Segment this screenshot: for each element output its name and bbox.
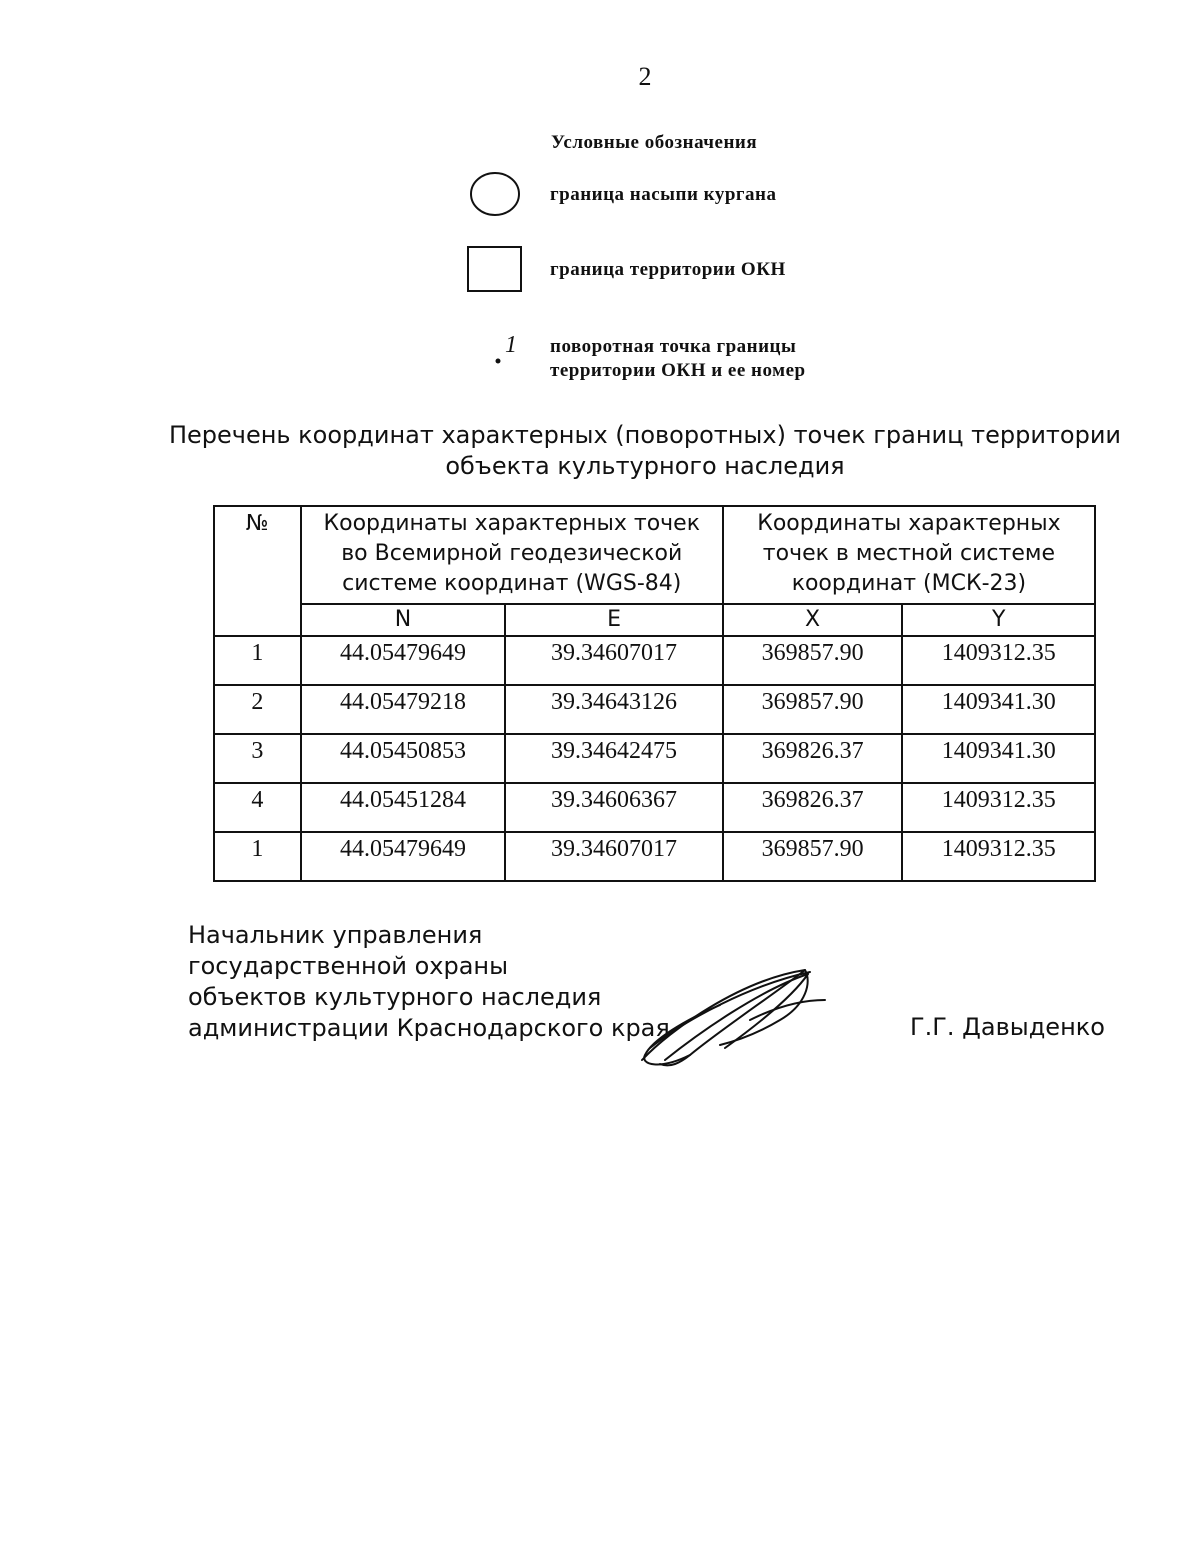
point-number: 1 [214,636,301,685]
header-wgs84 [301,506,723,604]
coordinates-list-title [150,420,1140,482]
header-msk23 [723,506,1095,604]
legend-label-territory: граница территории ОКН [550,259,786,280]
header-number: № [214,506,301,636]
table-row [214,636,1095,685]
coord-e: 39.34607017 [505,832,723,881]
header-line: системе координат (WGS-84) [342,571,682,596]
handwritten-signature [630,960,830,1075]
coord-x: 369857.90 [723,685,903,734]
coord-y: 1409312.35 [902,636,1095,685]
coord-y: 1409341.30 [902,734,1095,783]
position-line: Начальник управления [188,921,483,949]
coord-y: 1409312.35 [902,832,1095,881]
title-line: объекта культурного наследия [445,452,845,480]
header-e: E [505,604,723,636]
point-number: 4 [214,783,301,832]
coord-n: 44.05479649 [301,832,506,881]
signer-name: Г.Г. Давыденко [910,1013,1105,1041]
legend-item-mound [455,170,975,230]
signatory-position [188,920,670,1044]
coord-x: 369857.90 [723,832,903,881]
header-n: N [301,604,506,636]
coordinates-table [213,505,1096,882]
point-number: 2 [214,685,301,734]
legend-item-turning-point [455,330,975,390]
coord-n: 44.05451284 [301,783,506,832]
position-line: объектов культурного наследия [188,983,602,1011]
coord-n: 44.05450853 [301,734,506,783]
position-line: администрации Краснодарского края [188,1014,670,1042]
header-x: X [723,604,903,636]
coord-x: 369857.90 [723,636,903,685]
header-line: Координаты характерных [757,511,1061,536]
table-row [214,685,1095,734]
coord-e: 39.34606367 [505,783,723,832]
table-row [214,783,1095,832]
legend-label-mound: граница насыпи кургана [550,184,777,205]
coord-e: 39.34643126 [505,685,723,734]
point-number: 3 [214,734,301,783]
header-line: Координаты характерных точек [323,511,700,536]
coord-x: 369826.37 [723,783,903,832]
header-y: Y [902,604,1095,636]
coord-n: 44.05479649 [301,636,506,685]
circle-icon [455,170,535,230]
position-line: государственной охраны [188,952,509,980]
legend-title: Условные обозначения [551,132,758,153]
table-row [214,832,1095,881]
legend-item-territory [455,245,975,305]
legend-label-line: поворотная точка границы [550,336,797,357]
coord-e: 39.34607017 [505,636,723,685]
coord-n: 44.05479218 [301,685,506,734]
coord-x: 369826.37 [723,734,903,783]
coord-y: 1409341.30 [902,685,1095,734]
table-row [214,734,1095,783]
header-line: точек в местной системе [762,541,1055,566]
point-number: 1 [214,832,301,881]
header-line: во Всемирной геодезической [341,541,683,566]
rectangle-icon [455,245,535,305]
turning-point-icon [455,330,535,390]
legend-label-line: территории ОКН и ее номер [550,360,806,381]
title-line: Перечень координат характерных (поворотных) точек границ территории [168,421,1122,449]
header-line: координат (МСК-23) [791,571,1027,596]
page-number: 2 [638,62,652,91]
coord-y: 1409312.35 [902,783,1095,832]
coord-e: 39.34642475 [505,734,723,783]
legend-label-turning-point [550,335,806,383]
turning-point-number: 1 [505,332,517,358]
